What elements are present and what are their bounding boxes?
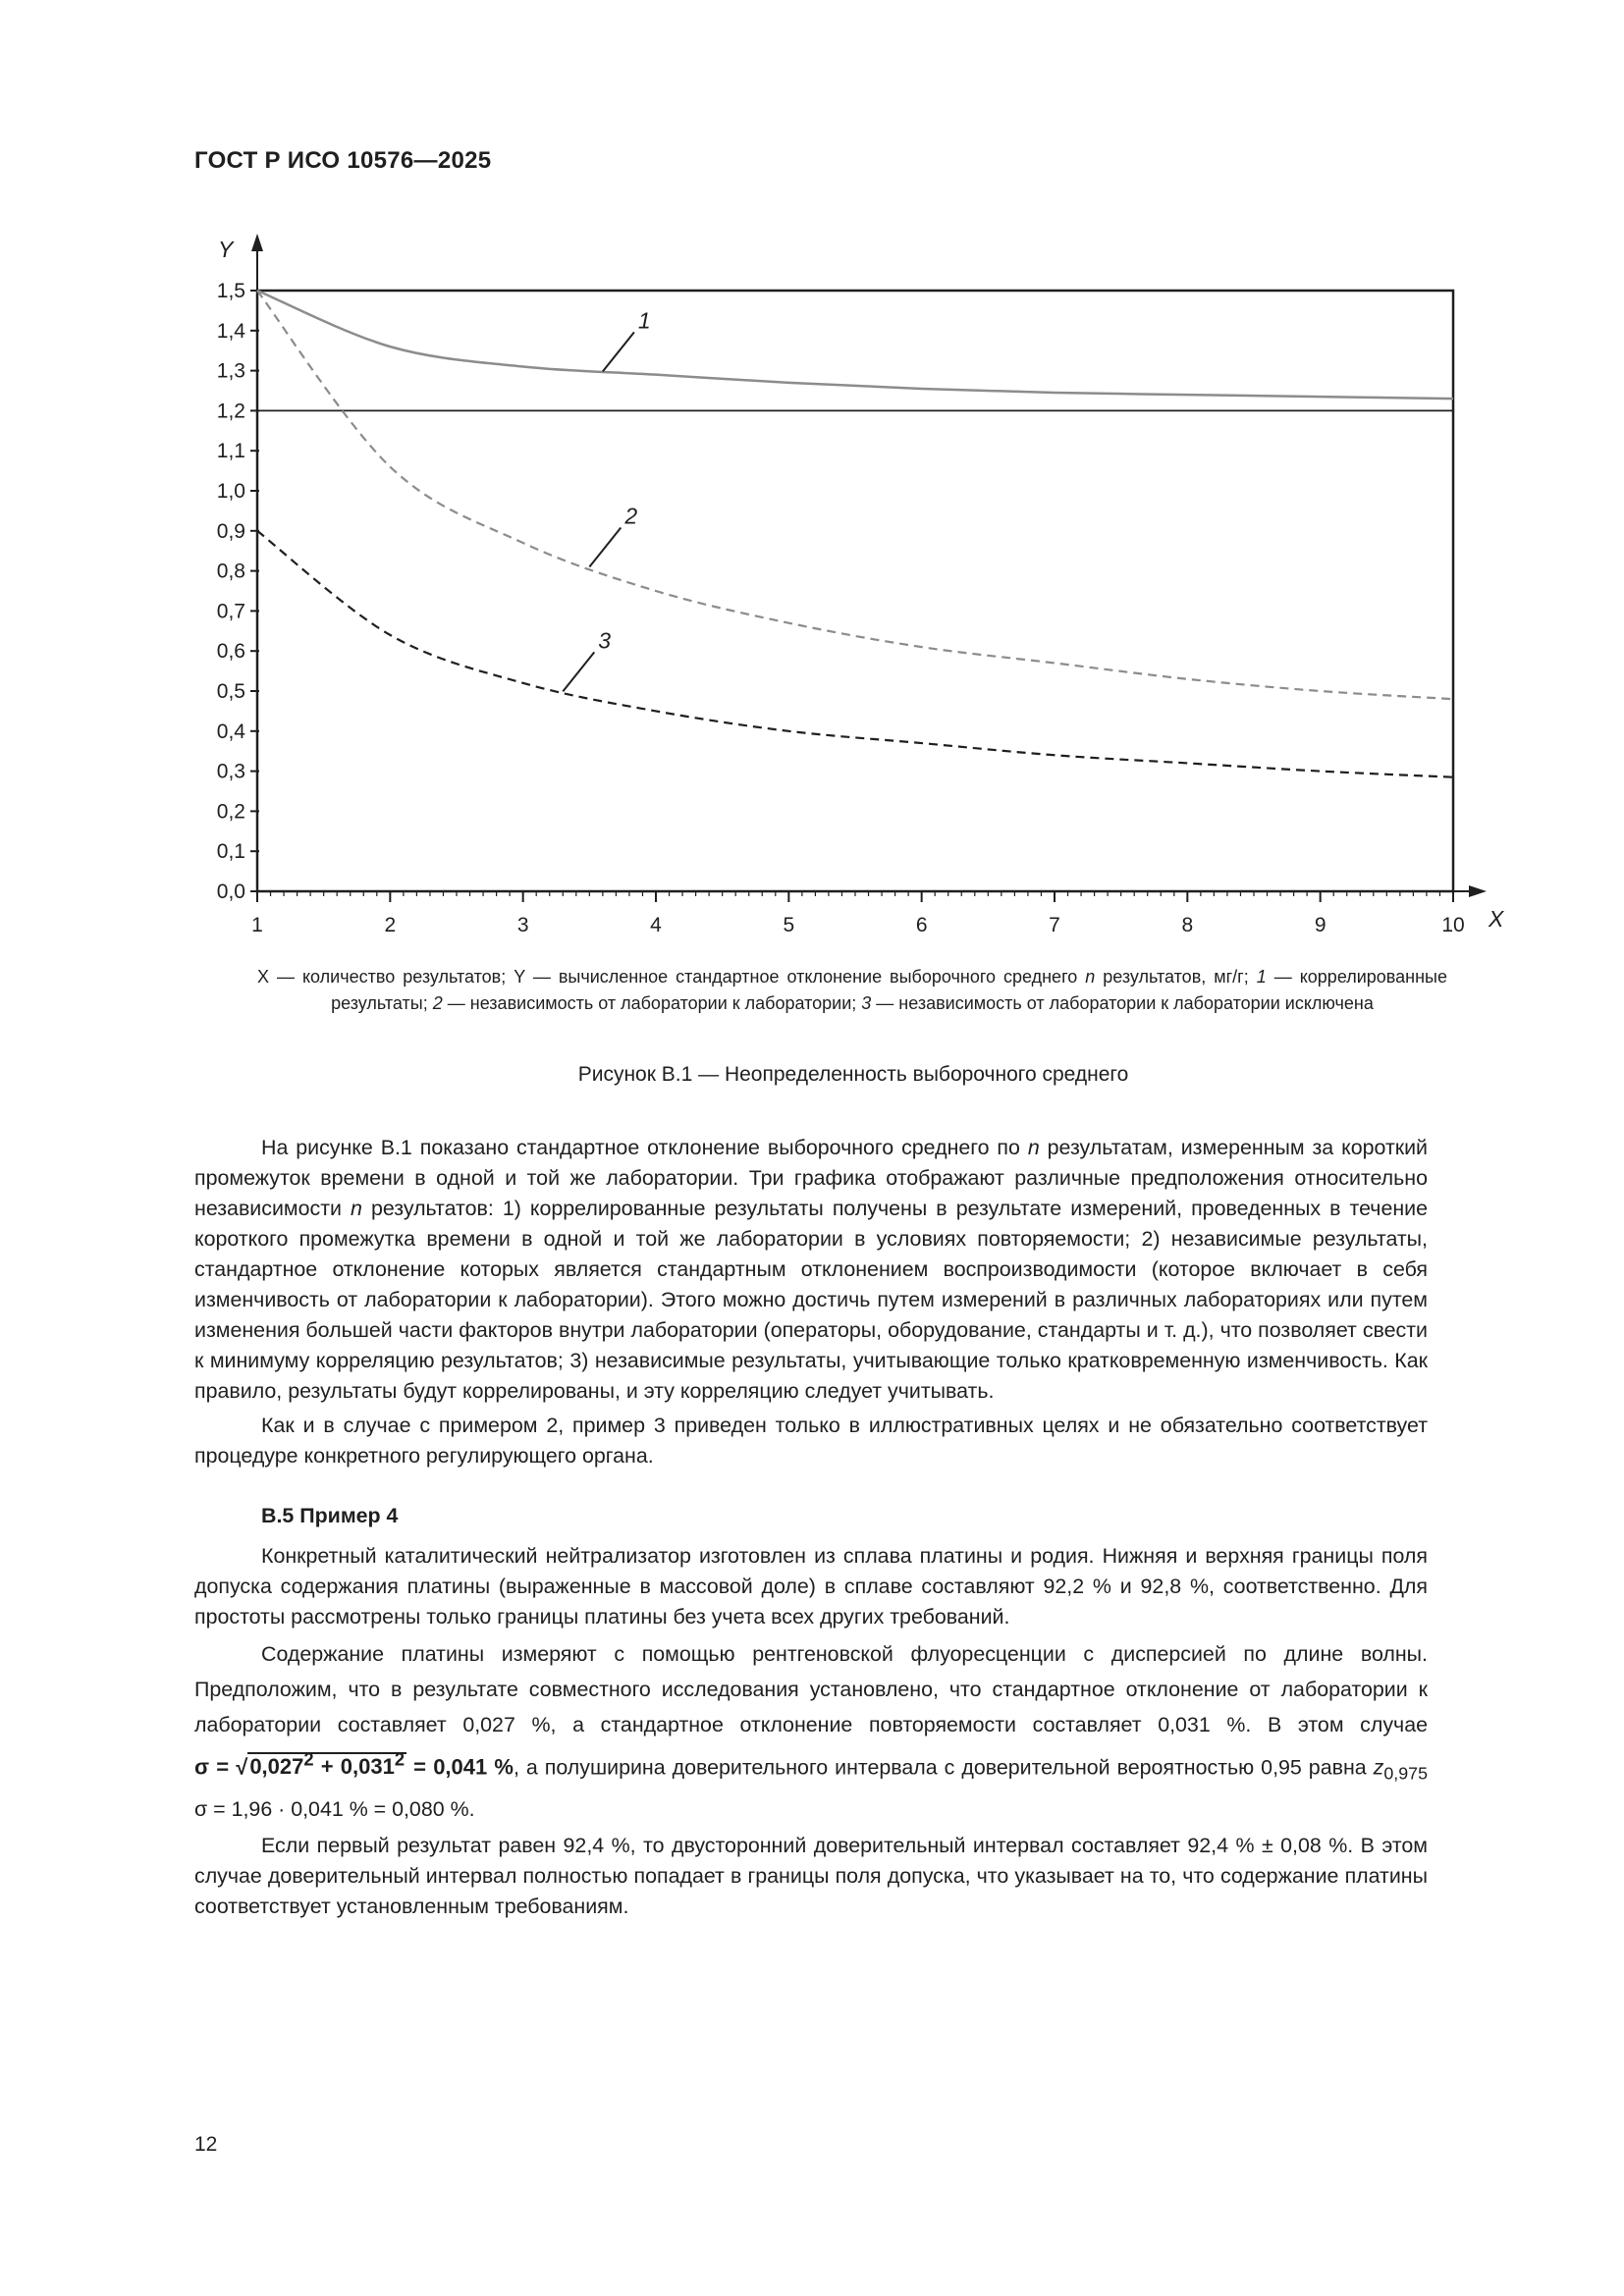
formula-sup2: 2 (394, 1749, 406, 1770)
x-tick-label: 10 (1441, 914, 1465, 936)
p4-part-a: Содержание платины измеряют с помощью рентгеновской флуоресценции с дисперсией по длине волны. Предположим, что в результате совместного исследования установлено, что стандартное отклонение от лаборатории к лаборатории составляет 0,027 %, а стандартное отклонение повторяемости составляет 0,031 %. В этом случае (194, 1642, 1428, 1736)
formula-a: 0,027 (249, 1754, 304, 1780)
p4-part-c: σ = 1,96 · 0,041 % = 0,080 %. (194, 1796, 475, 1821)
section-heading: В.5 Пример 4 (261, 1504, 399, 1527)
formula-b: 0,031 (340, 1754, 395, 1780)
x-tick-label: 8 (1181, 914, 1194, 936)
series-leader-1 (603, 332, 634, 371)
y-tick-label: 0,5 (216, 680, 245, 703)
y-tick-label: 0,6 (216, 640, 245, 664)
series-leader-2 (589, 528, 621, 567)
formula-eq2: = (406, 1754, 434, 1780)
formula-sup1: 2 (303, 1749, 314, 1770)
x-tick-label: 1 (251, 914, 263, 936)
series-layer (257, 291, 1453, 777)
x-tick-label: 4 (650, 914, 662, 936)
paragraph-4 (194, 1636, 1428, 1827)
p1-part-a: На рисунке В.1 показано стандартное отклонение выборочного среднего по (261, 1136, 1028, 1159)
paragraph-1 (194, 1133, 1428, 1407)
x-tick-label: 9 (1314, 914, 1326, 936)
x-axis-arrow (1469, 885, 1487, 897)
legend-num-2: 2 (432, 993, 443, 1013)
x-tick-label: 3 (516, 914, 529, 936)
legend-rest: результатов, мг/г; (1095, 967, 1257, 987)
y-axis-arrow (251, 234, 263, 251)
legend-n: n (1085, 967, 1096, 987)
legend-num-1: 1 (1256, 967, 1267, 987)
chart-frame (251, 234, 1487, 897)
y-tick-label: 1,0 (216, 480, 245, 503)
x-tick-label: 5 (783, 914, 795, 936)
y-tick-label: 1,2 (216, 400, 245, 423)
body-text-top (194, 1133, 1428, 1475)
x-ticks (251, 891, 1465, 936)
p1-n2: n (351, 1197, 362, 1220)
sigma-formula (194, 1749, 514, 1780)
paragraph-5: Если первый результат равен 92,4 %, то двусторонний доверительный интервал составляет 92,4 % ± 0,08 %. В этом случае доверительный интервал полностью попадает в границы поля допуска, что указывает на то, что содержание платины соответствует установленным требованиям. (194, 1833, 1428, 1918)
y-axis-label: Y (218, 237, 234, 262)
formula-result: 0,041 % (433, 1754, 514, 1780)
y-tick-label: 1,4 (216, 319, 245, 343)
y-tick-label: 1,1 (216, 440, 245, 463)
uncertainty-chart (0, 0, 1624, 942)
series-label-1: 1 (637, 307, 651, 334)
legend-text-1: — коррелированные результаты; (331, 967, 1448, 1013)
y-tick-label: 0,0 (216, 881, 245, 903)
x-tick-label: 6 (915, 914, 928, 936)
p1-n1: n (1027, 1136, 1040, 1159)
y-tick-label: 1,3 (216, 359, 245, 383)
y-tick-label: 0,3 (216, 760, 245, 783)
figure-caption: Рисунок В.1 — Неопределенность выборочного среднего (577, 1063, 1129, 1086)
x-axis-label: X (1489, 906, 1504, 932)
paragraph-2: Как и в случае с примером 2, пример 3 приведен только в иллюстративных целях и не обязательно соответствует процедуре конкретного регулирующего органа. (194, 1414, 1428, 1468)
legend-text-2: — независимость от лаборатории к лаборатории; (442, 993, 862, 1013)
y-tick-label: 0,9 (216, 519, 245, 543)
series-line-1 (257, 291, 1453, 399)
formula-plus: + (313, 1754, 341, 1780)
formula-sigma: σ (194, 1754, 210, 1780)
series-leader-3 (563, 652, 594, 691)
x-tick-label: 2 (384, 914, 397, 936)
p4-z: z (1373, 1755, 1384, 1780)
y-tick-label: 1,5 (216, 280, 245, 302)
y-tick-label: 0,2 (216, 800, 245, 824)
p4-sub: 0,975 (1383, 1763, 1428, 1784)
series-label-3: 3 (598, 627, 612, 654)
paragraph-3: Конкретный каталитический нейтрализатор изготовлен из сплава платины и родия. Нижняя и верхняя границы поля допуска содержания платины (выраженные в массовой доле) в сплаве составляют 92,2 % и 92,8 %, соответственно. Для простоты рассмотрены только границы платины без учета всех других требований. (194, 1544, 1428, 1629)
p1-part-b: результатам, измеренным за короткий промежуток времени в одной и той же лаборатории. Три графика отображают различные предположения относительно независимости (194, 1136, 1428, 1220)
p1-part-c: результатов: 1) коррелированные результаты получены в результате измерений, проведенных в течение короткого промежутка времени в одной и той же лаборатории в условиях повторяемости; 2) независимые результаты, стандартное отклонение которых является стандартным отклонением воспроизводимости (которое включает в себя изменчивость от лаборатории к лаборатории). Этого можно достичь путем измерений в различных лабораториях или путем изменения большей части факторов внутри лаборатории (операторы, оборудование, стандарты и т. д.), что позволяет свести к минимуму корреляцию результатов; 3) независимые результаты, учитывающие только кратковременную изменчивость. Как правило, результаты будут коррелированы, и эту корреляцию следует учитывать. (194, 1197, 1429, 1403)
document-header-title: ГОСТ Р ИСО 10576—2025 (194, 147, 492, 174)
series-line-3 (257, 531, 1453, 777)
series-label-2: 2 (624, 503, 638, 529)
series-line-2 (257, 291, 1453, 699)
formula-radicand (247, 1749, 406, 1780)
x-tick-label: 7 (1049, 914, 1060, 936)
y-ticks (217, 280, 259, 903)
figure-legend (257, 964, 1447, 1017)
p4-part-b: , а полуширина доверительного интервала с доверительной вероятностью 0,95 равна (513, 1755, 1374, 1780)
y-tick-label: 0,1 (216, 840, 245, 864)
legend-text-3: — независимость от лаборатории к лаборатории исключена (871, 993, 1374, 1013)
page-number: 12 (194, 2133, 218, 2156)
formula-sqrt-icon: √ (236, 1754, 248, 1780)
legend-num-3: 3 (861, 993, 872, 1013)
legend-x-text: X — количество результатов; Y — вычисленное стандартное отклонение выборочного среднего (257, 967, 1086, 987)
body-text-bottom (194, 1541, 1428, 1926)
plot-border (257, 291, 1453, 891)
formula-eq: = (209, 1754, 237, 1780)
y-tick-label: 0,7 (216, 600, 245, 623)
y-tick-label: 0,4 (216, 720, 245, 743)
y-tick-label: 0,8 (216, 560, 245, 583)
